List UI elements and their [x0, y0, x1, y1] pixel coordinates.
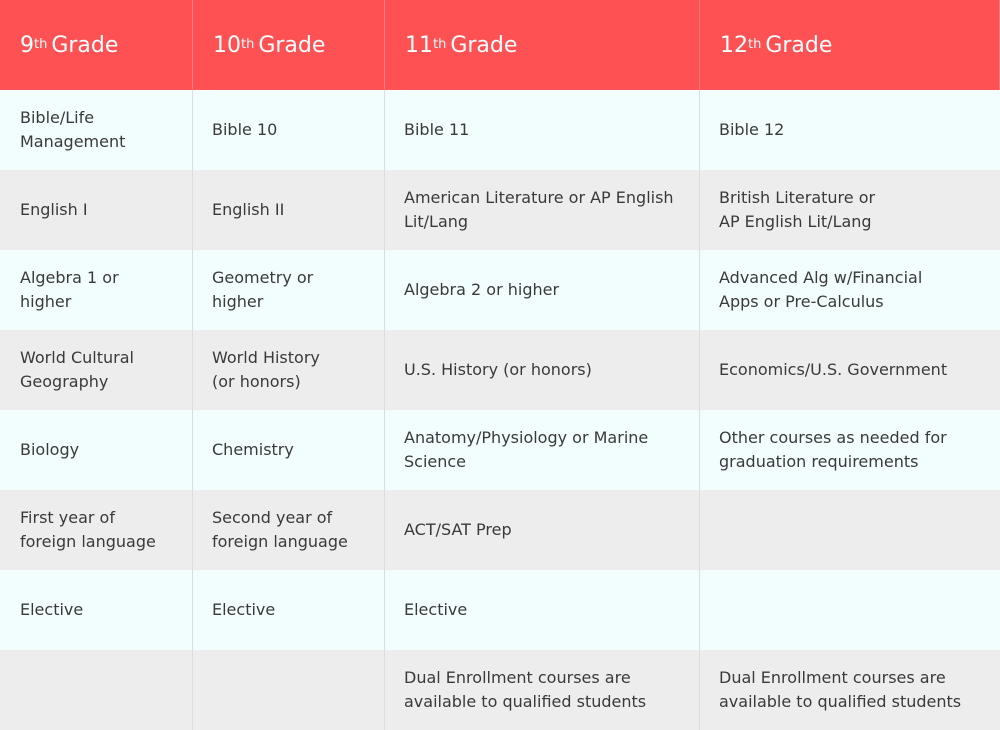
table-cell: Chemistry	[193, 410, 385, 490]
table-cell	[193, 650, 385, 730]
table-cell: Elective	[193, 570, 385, 650]
table-cell: Anatomy/Physiology or Marine Science	[385, 410, 700, 490]
table-cell: Bible 12	[700, 90, 1000, 170]
table-cell: Bible/Life Management	[0, 90, 193, 170]
table-cell	[0, 650, 193, 730]
table-cell: World History (or honors)	[193, 330, 385, 410]
table-cell: U.S. History (or honors)	[385, 330, 700, 410]
table-cell	[700, 570, 1000, 650]
table-cell: First year of foreign language	[0, 490, 193, 570]
table-cell: British Literature or AP English Lit/Lang	[700, 170, 1000, 250]
table-cell: English I	[0, 170, 193, 250]
table-cell: Advanced Alg w/Financial Apps or Pre-Calculus	[700, 250, 1000, 330]
table-cell: Algebra 1 or higher	[0, 250, 193, 330]
header-9th-grade: 9 th Grade	[0, 0, 193, 90]
table-cell: Dual Enrollment courses are available to qualified students	[700, 650, 1000, 730]
table-cell	[700, 490, 1000, 570]
table-cell: Bible 10	[193, 90, 385, 170]
table-cell: American Literature or AP English Lit/Lang	[385, 170, 700, 250]
table-cell: ACT/SAT Prep	[385, 490, 700, 570]
table-cell: Second year of foreign language	[193, 490, 385, 570]
table-cell: Economics/U.S. Government	[700, 330, 1000, 410]
header-12th-grade: 12 th Grade	[700, 0, 1000, 90]
table-cell: Elective	[0, 570, 193, 650]
table-cell: English II	[193, 170, 385, 250]
header-10th-grade: 10 th Grade	[193, 0, 385, 90]
table-cell: Other courses as needed for graduation requirements	[700, 410, 1000, 490]
table-cell: Dual Enrollment courses are available to qualified students	[385, 650, 700, 730]
table-cell: Algebra 2 or higher	[385, 250, 700, 330]
header-11th-grade: 11 th Grade	[385, 0, 700, 90]
table-cell: Geometry or higher	[193, 250, 385, 330]
table-cell: Biology	[0, 410, 193, 490]
table-cell: World Cultural Geography	[0, 330, 193, 410]
table-cell: Bible 11	[385, 90, 700, 170]
table-cell: Elective	[385, 570, 700, 650]
